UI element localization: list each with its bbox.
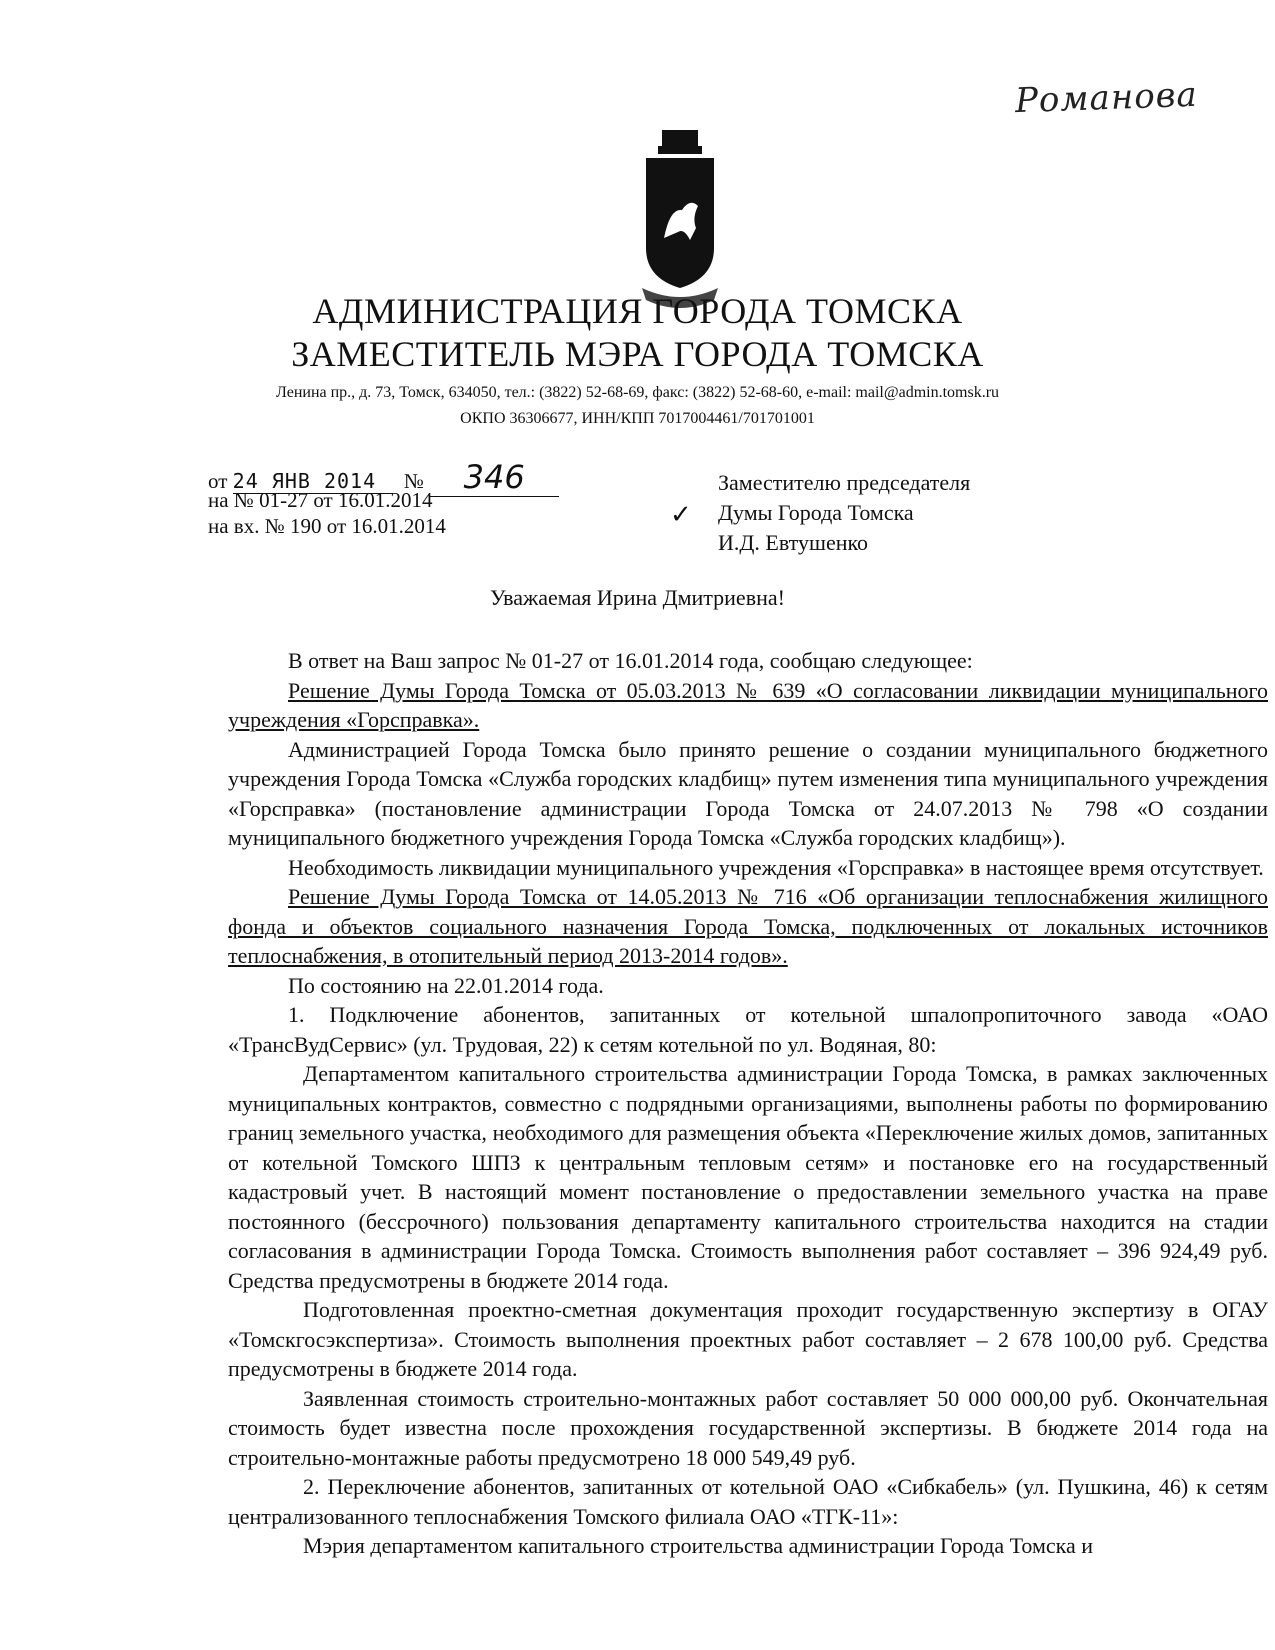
paragraph: В ответ на Ваш запрос № 01-27 от 16.01.2014 года, сообщаю следующее: xyxy=(288,648,973,673)
org-codes: ОКПО 36306677, ИНН/КПП 7017004461/701701001 xyxy=(460,410,815,427)
letter-body xyxy=(228,646,1268,1561)
paragraph-decision-639: Решение Думы Города Томска от 05.03.2013 № 639 «О согласовании ликвидации муниципального учреждения «Горсправка». xyxy=(228,677,1268,732)
paragraph: Администрацией Города Томска было принято решение о создании муниципального бюджетного учреждения Города Томска «Служба городских кладбищ» путем изменения типа муниципального учреждения «Горсправка» (постановление администрации Города Томска от 24.07.2013 № 798 «О создании муниципального бюджетного учреждения Города Томска «Служба городских кладбищ»). xyxy=(228,736,1268,850)
paragraph: 2. Переключение абонентов, запитанных от котельной ОАО «Сибкабель» (ул. Пушкина, 46) к сетям централизованного теплоснабжения Томского филиала ОАО «ТГК-11»: xyxy=(228,1474,1268,1529)
handwritten-note: Романова xyxy=(1014,74,1199,122)
reference-1: на № 01-27 от 16.01.2014 xyxy=(208,488,433,512)
recipient-line-1: Заместителю председателя xyxy=(718,470,971,495)
paragraph-decision-716: Решение Думы Города Томска от 14.05.2013 № 716 «Об организации теплоснабжения жилищного фонда и объектов социального назначения Города Томска, подключенных от локальных источников теплоснабжения, в отопительный период 2013-2014 годов». xyxy=(228,884,1268,968)
recipient-line-3: И.Д. Евтушенко xyxy=(718,530,869,555)
recipient-block xyxy=(718,468,970,558)
registration-date: 24 ЯНВ 2014 xyxy=(233,469,393,494)
from-label: от xyxy=(208,469,228,493)
number-label: № xyxy=(403,469,424,493)
paragraph: Необходимость ликвидации муниципального учреждения «Горсправка» в настоящее время отсутствует. xyxy=(288,854,1264,880)
coat-of-arms-icon xyxy=(640,128,720,308)
paragraph: 1. Подключение абонентов, запитанных от котельной шпалопропиточного завода «ОАО «ТрансВудСервис» (ул. Трудовая, 22) к сетям котельной по ул. Водяная, 80: xyxy=(228,1002,1268,1057)
org-title-administration: АДМИНИСТРАЦИЯ ГОРОДА ТОМСКА xyxy=(312,291,963,331)
reference-2: на вх. № 190 от 16.01.2014 xyxy=(208,514,446,538)
paragraph: По состоянию на 22.01.2014 года. xyxy=(288,972,604,998)
greeting: Уважаемая Ирина Дмитриевна! xyxy=(490,585,785,610)
recipient-line-2: Думы Города Томска xyxy=(718,500,914,525)
paragraph: Подготовленная проектно-сметная документация проходит государственную экспертизу в ОГАУ «Томскгосэкспертиза». Стоимость выполнения проектных работ составляет – 2 678 100,00 руб. Средства предусмотрены в бюджете 2014 года. xyxy=(228,1297,1268,1381)
org-address: Ленина пр., д. 73, Томск, 634050, тел.: (3822) 52-68-69, факс: (3822) 52-68-60, e-mail: mail@admin.tomsk.ru xyxy=(275,384,1000,401)
paragraph: Департаментом капитального строительства администрации Города Томска, в рамках заключенных муниципальных контрактов, совместно с подрядными организациями, выполнены работы по формированию границ земельного участка, необходимого для размещения объекта «Переключение жилых домов, запитанных от котельной Томского ШПЗ к центральным тепловым сетям» и постановке его на государственный кадастровый учет. В настоящий момент постановление о предоставлении земельного участка на праве постоянного (бессрочного) пользования департаменту капитального строительства находится на стадии согласования в администрации Города Томска. Стоимость выполнения работ составляет – 396 924,49 руб. Средства предусмотрены в бюджете 2014 года. xyxy=(228,1061,1268,1293)
checkmark-icon: ✓ xyxy=(670,500,692,529)
paragraph: Мэрия департаментом капитального строительства администрации Города Томска и xyxy=(303,1533,1094,1558)
paragraph: Заявленная стоимость строительно-монтажных работ составляет 50 000 000,00 руб. Окончательная стоимость будет известна после прохождения государственной экспертизы. В бюджете 2014 года на строительно-монтажные работы предусмотрено 18 000 549,49 руб. xyxy=(228,1385,1268,1470)
registration-number: 346 xyxy=(429,458,559,497)
org-title-deputy-mayor: ЗАМЕСТИТЕЛЬ МЭРА ГОРОДА ТОМСКА xyxy=(291,334,984,374)
